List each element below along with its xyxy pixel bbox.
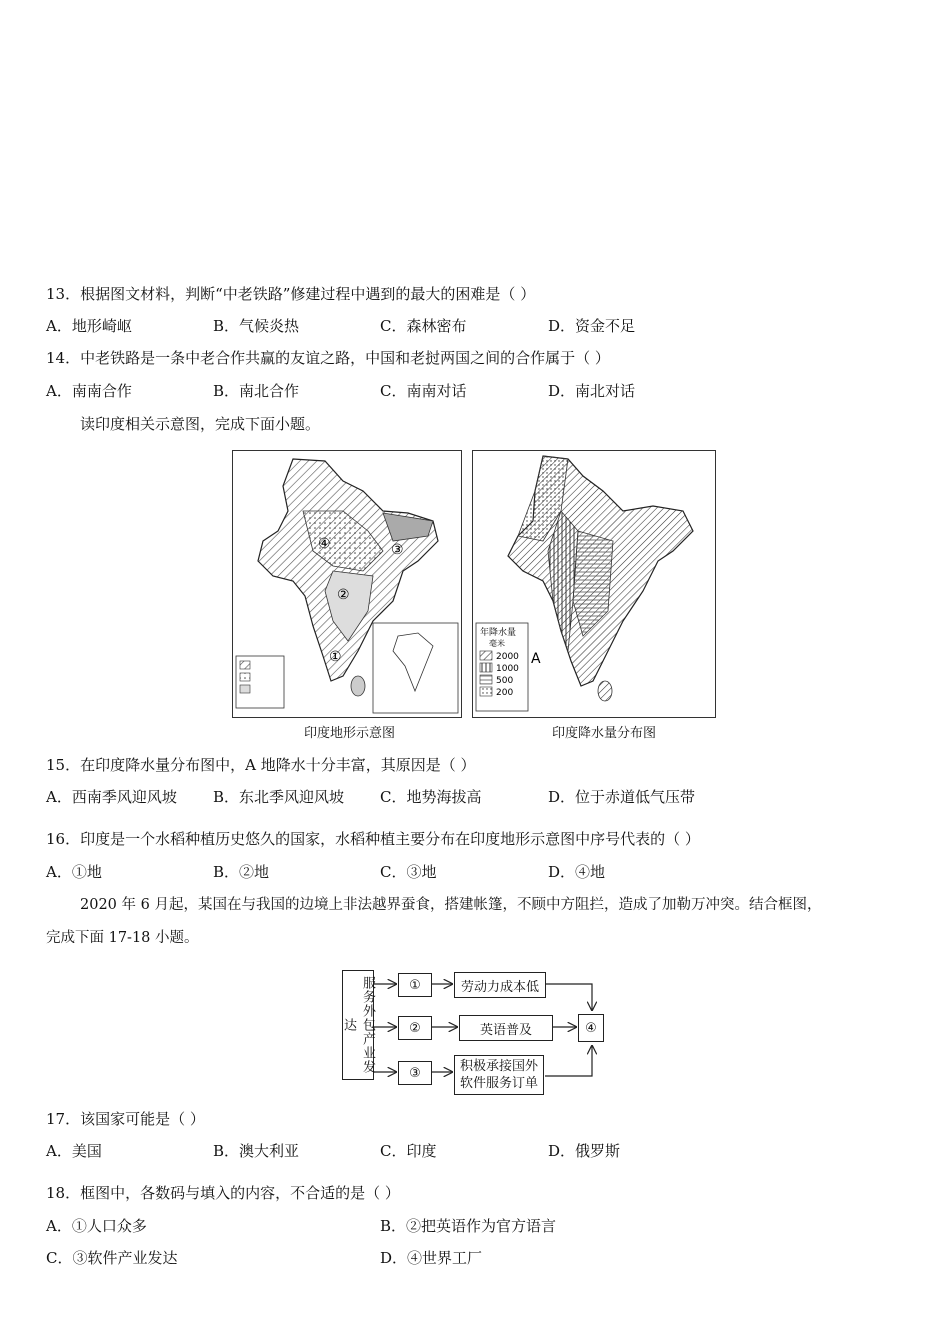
india-intro: 读印度相关示意图，完成下面小题。 bbox=[80, 415, 321, 433]
q16-option-c[interactable]: C．③地 bbox=[380, 863, 437, 881]
q13-option-a[interactable]: A．地形崎岖 bbox=[46, 317, 132, 335]
flowchart-label-software-orders: 积极承接国外软件服务订单 bbox=[454, 1055, 544, 1095]
q14-option-d[interactable]: D．南北对话 bbox=[548, 382, 636, 400]
q14-option-a[interactable]: A．南南合作 bbox=[46, 382, 132, 400]
q16-option-d[interactable]: D．④地 bbox=[548, 863, 606, 881]
q17-option-c[interactable]: C．印度 bbox=[380, 1142, 437, 1160]
question-14-stem: 14．中老铁路是一条中老合作共赢的友谊之路，中国和老挝两国之间的合作属于（ ） bbox=[46, 349, 610, 367]
question-18-stem: 18．框图中，各数码与填入的内容，不合适的是（ ） bbox=[46, 1184, 400, 1202]
q13-option-c[interactable]: C．森林密布 bbox=[380, 317, 467, 335]
q15-option-d[interactable]: D．位于赤道低气压带 bbox=[548, 788, 696, 806]
legend-title: 年降水量 bbox=[480, 628, 517, 638]
question-16-stem: 16．印度是一个水稻种植历史悠久的国家，水稻种植主要分布在印度地形示意图中序号代表的（ ） bbox=[46, 830, 700, 848]
q17-option-d[interactable]: D．俄罗斯 bbox=[548, 1142, 621, 1160]
flowchart-node-1: ① bbox=[398, 973, 432, 997]
legend-unit: 毫米 bbox=[489, 639, 505, 648]
q17-option-a[interactable]: A．美国 bbox=[46, 1142, 102, 1160]
q18-option-a[interactable]: A．①人口众多 bbox=[46, 1217, 147, 1235]
flowchart-node-2: ② bbox=[398, 1016, 432, 1040]
q16-option-a[interactable]: A．①地 bbox=[46, 863, 102, 881]
q18-option-b[interactable]: B．②把英语作为官方语言 bbox=[380, 1217, 557, 1235]
outsourcing-flowchart bbox=[340, 968, 610, 1100]
legend-value-2000: 2000 bbox=[496, 652, 519, 662]
terrain-map-drawing bbox=[233, 451, 461, 717]
q18-option-d[interactable]: D．④世界工厂 bbox=[380, 1249, 483, 1267]
terrain-marker-3: ③ bbox=[391, 542, 404, 558]
terrain-marker-1: ① bbox=[329, 649, 342, 665]
q15-option-a[interactable]: A．西南季风迎风坡 bbox=[46, 788, 177, 806]
flowchart-source-label: 服务外包产业发达 bbox=[341, 976, 375, 1074]
question-13-stem: 13．根据图文材料，判断“中老铁路”修建过程中遇到的最大的困难是（ ） bbox=[46, 285, 536, 303]
q15-option-c[interactable]: C．地势海拔高 bbox=[380, 788, 482, 806]
q13-option-b[interactable]: B．气候炎热 bbox=[213, 317, 300, 335]
flowchart-node-3: ③ bbox=[398, 1061, 432, 1085]
rainfall-map-drawing bbox=[473, 451, 715, 717]
rainfall-marker-a: A bbox=[531, 651, 541, 667]
flowchart-label-english: 英语普及 bbox=[459, 1015, 553, 1041]
q18-option-c[interactable]: C．③软件产业发达 bbox=[46, 1249, 178, 1267]
terrain-marker-2: ② bbox=[337, 587, 350, 603]
q17-option-b[interactable]: B．澳大利亚 bbox=[213, 1142, 300, 1160]
conflict-intro-line1: 2020 年 6 月起，某国在与我国的边境上非法越界蚕食，搭建帐篷，不顾中方阻拦，造成了加勒万冲突。结合框图， bbox=[80, 897, 822, 913]
legend-value-1000: 1000 bbox=[496, 664, 519, 674]
question-15-stem: 15．在印度降水量分布图中，A 地降水十分丰富，其原因是（ ） bbox=[46, 756, 476, 774]
q13-option-d[interactable]: D．资金不足 bbox=[548, 317, 636, 335]
rainfall-map-caption: 印度降水量分布图 bbox=[552, 726, 657, 741]
terrain-map-caption: 印度地形示意图 bbox=[304, 726, 396, 741]
flowchart-source-box bbox=[342, 970, 374, 1080]
conflict-intro-line2: 完成下面 17-18 小题。 bbox=[46, 930, 199, 946]
terrain-marker-4: ④ bbox=[318, 536, 331, 552]
legend-value-200: 200 bbox=[496, 688, 514, 698]
terrain-map bbox=[232, 450, 462, 718]
legend-value-500: 500 bbox=[496, 676, 514, 686]
flowchart-label-labor-cost: 劳动力成本低 bbox=[454, 972, 546, 998]
q14-option-c[interactable]: C．南南对话 bbox=[380, 382, 467, 400]
q14-option-b[interactable]: B．南北合作 bbox=[213, 382, 300, 400]
question-17-stem: 17．该国家可能是（ ） bbox=[46, 1110, 205, 1128]
india-maps-figure bbox=[232, 450, 716, 742]
q15-option-b[interactable]: B．东北季风迎风坡 bbox=[213, 788, 345, 806]
rainfall-map bbox=[472, 450, 716, 718]
flowchart-node-4: ④ bbox=[578, 1014, 604, 1042]
q16-option-b[interactable]: B．②地 bbox=[213, 863, 270, 881]
